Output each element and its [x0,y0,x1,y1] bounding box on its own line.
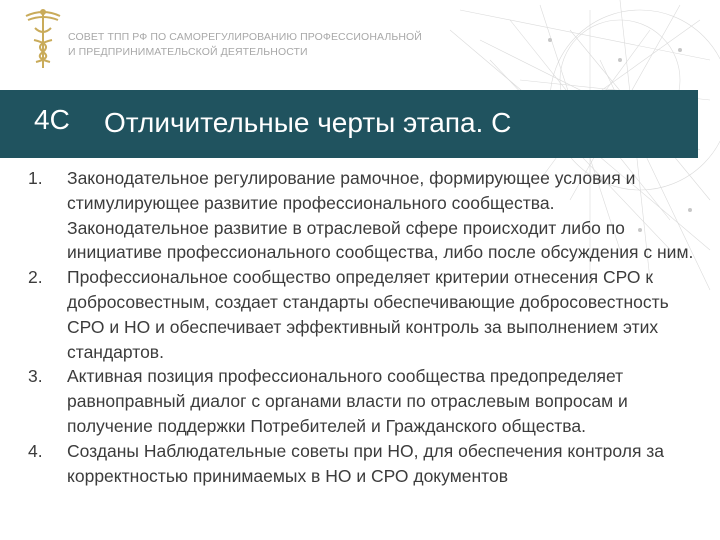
org-line-1: СОВЕТ ТПП РФ ПО САМОРЕГУЛИРОВАНИЮ ПРОФЕССИОНАЛЬНОЙ [68,31,422,43]
list-item-number: 4. [28,440,43,461]
list-item-text: Профессиональное сообщество определяет критерии отнесения СРО к добросовестным, создает стандарты обеспечивающие добросовестность СРО и НО и обеспечивает эффективный контроль за выполнением этих стандартов. [67,267,669,362]
list-item-text: Законодательное регулирование рамочное, формирующее условия и стимулирующее развитие профессионального сообщества. Законодательное развитие в отраслевой сфере происходит либо по инициативе профессионального сообщества, либо после обсуждения с ним. [67,168,694,263]
list-item [0,439,720,489]
list-item-number: 3. [28,366,43,387]
org-line-2: И ПРЕДПРИНИМАТЕЛЬСКОЙ ДЕЯТЕЛЬНОСТИ [68,46,308,58]
caduceus-icon [22,6,64,70]
list-item [0,364,720,438]
slide-title: Отличительные черты этапа. С [104,107,512,138]
title-banner [0,90,698,158]
numbered-list [0,166,720,540]
list-item-text: Активная позиция профессионального сообщества предопределяет равноправный диалог с органами власти по отраслевым вопросам и получение поддержки Потребителей и Гражданского общества. [67,366,628,436]
list-item-text: Созданы Наблюдательные советы при НО, для обеспечения контроля за корректностью принимаемых в НО и СРО документов [67,440,665,486]
list-item-number: 2. [28,267,43,288]
list-item [0,265,720,364]
list-item [0,166,720,265]
section-number: 4С [34,104,70,135]
organization-name [68,30,488,60]
list-item-number: 1. [28,168,43,188]
